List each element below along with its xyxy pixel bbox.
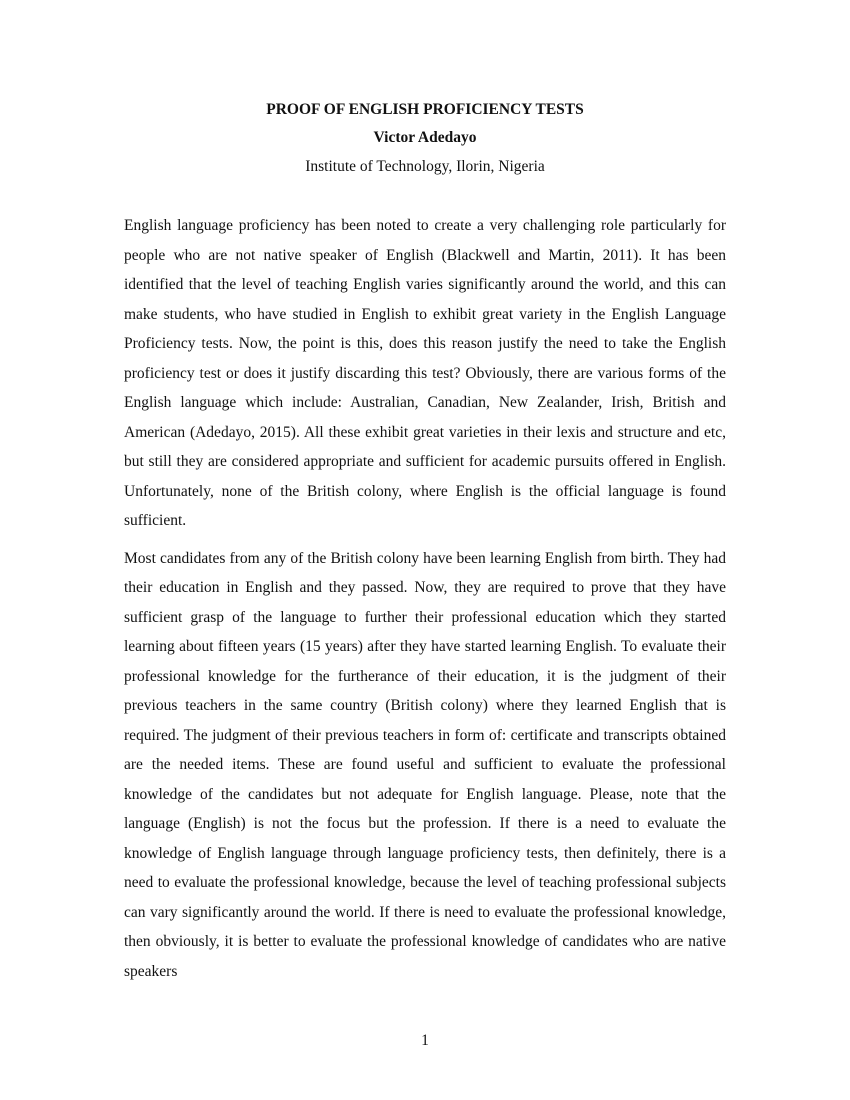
body-paragraph-2: Most candidates from any of the British colony have been learning English from birth. They had their education in English and they passed. Now, they are required to prove that they have sufficient grasp of the language to further their professional education which they started learning about fifteen years (15 years) after they have started learning English. To evaluate their professional knowledge for the furtherance of their education, it is the judgment of their previous teachers in the same country (British colony) where they learned English that is required. The judgment of their previous teachers in form of: certificate and transcripts obtained are the needed items. These are found useful and sufficient to evaluate the professional knowledge of the candidates but not adequate for English language. Please, note that the language (English) is not the focus but the profession. If there is a need to evaluate the knowledge of English language through language proficiency tests, then definitely, there is a need to evaluate the professional knowledge, because the level of teaching professional subjects can vary significantly around the world. If there is need to evaluate the professional knowledge, then obviously, it is better to evaluate the professional knowledge of candidates who are native speakers: [124, 549, 726, 980]
paper-title: PROOF OF ENGLISH PROFICIENCY TESTS: [266, 101, 584, 118]
body-paragraph-1: English language proficiency has been noted to create a very challenging role particularly for people who are not native speaker of English (Blackwell and Martin, 2011). It has been identified that the level of teaching English varies significantly around the world, and this can make students, who have studied in English to exhibit great variety in the English Language Proficiency tests. Now, the point is this, does this reason justify the need to take the English proficiency test or does it justify discarding this test? Obviously, there are various forms of the English language which include: Australian, Canadian, New Zealander, Irish, British and American (Adedayo, 2015). All these exhibit great varieties in their lexis and structure and etc, but still they are considered appropriate and sufficient for academic pursuits offered in English. Unfortunately, none of the British colony, where English is the official language is found sufficient.: [124, 217, 726, 529]
author-affiliation: Institute of Technology, Ilorin, Nigeria: [305, 158, 545, 175]
page-number: 1: [421, 1032, 429, 1049]
document-header: [0, 98, 850, 179]
document-body: [124, 211, 726, 986]
author-name: Victor Adedayo: [373, 129, 477, 146]
